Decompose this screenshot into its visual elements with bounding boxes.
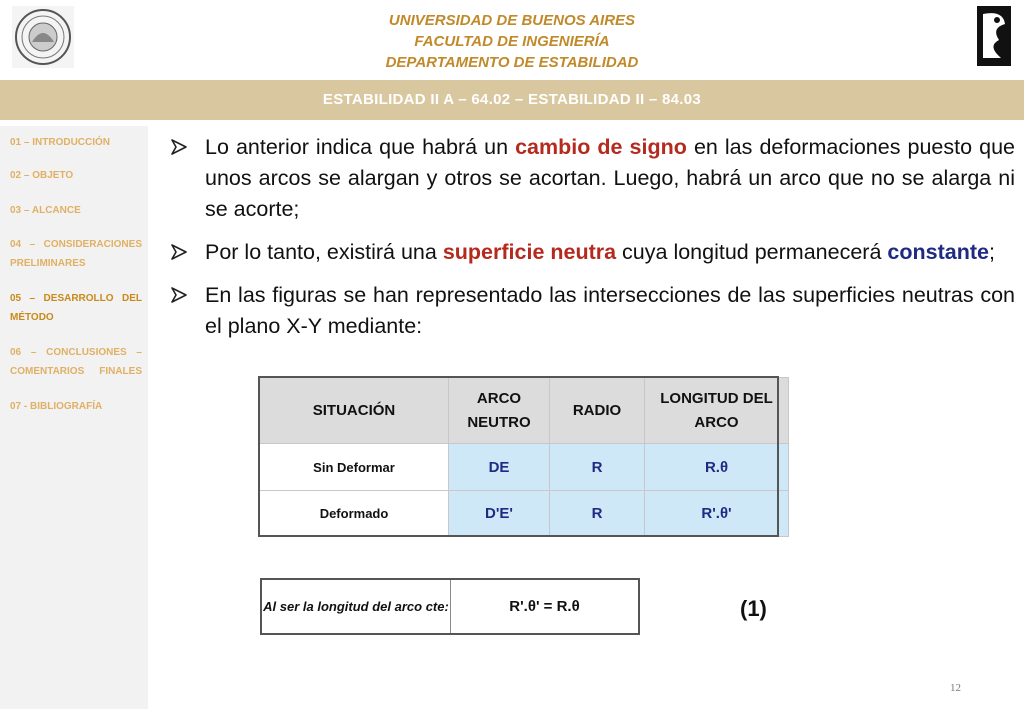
course-title: ESTABILIDAD II A – 64.02 – ESTABILIDAD II – 84.03: [322, 91, 702, 108]
sidebar-item-bibliografia[interactable]: 07 - BIBLIOGRAFÍA: [10, 401, 103, 412]
bullet-1-highlight: cambio de signo: [515, 135, 687, 159]
equation-label: Al ser la longitud del arco cte:: [261, 579, 451, 634]
arrow-bullet-icon: [170, 138, 188, 156]
sidebar-item-consideraciones[interactable]: 04 – CONSIDERACIONES PRELIMINARES: [10, 239, 142, 269]
faculty-logo-icon: [977, 6, 1011, 66]
faculty-name: FACULTAD DE INGENIERÍA: [414, 33, 610, 50]
cell-longitud: R.θ: [645, 444, 789, 491]
cell-radio: R: [550, 444, 645, 491]
header-arco-neutro: ARCO NEUTRO: [449, 378, 550, 444]
bullet-2-highlight: superficie neutra: [442, 240, 617, 264]
cell-arco: DE: [449, 444, 550, 491]
equation-number: (1): [740, 596, 767, 621]
sidebar-item-desarrollo[interactable]: 05 – DESARROLLO DEL MÉTODO: [10, 293, 142, 323]
header-longitud: LONGITUD DEL ARCO: [645, 378, 789, 444]
sidebar-item-objeto[interactable]: 02 – OBJETO: [10, 170, 74, 181]
equation-box: [260, 578, 640, 635]
bullet-1: [170, 132, 1015, 225]
bullet-2-text-end: ;: [988, 240, 995, 264]
arrow-bullet-icon: [170, 243, 188, 261]
bullet-list: [170, 132, 1015, 354]
sidebar-item-introduccion[interactable]: 01 – INTRODUCCIÓN: [10, 137, 111, 148]
sidebar-item-alcance[interactable]: 03 – ALCANCE: [10, 205, 81, 216]
sidebar-item-conclusiones[interactable]: 06 – CONCLUSIONES – COMENTARIOS FINALES: [10, 347, 142, 377]
header-situacion: SITUACIÓN: [260, 378, 449, 444]
bullet-3-text: En las figuras se han representado las intersecciones de las superficies neutras con el plano X-Y mediante:: [205, 283, 1015, 338]
bullet-1-text-start: Lo anterior indica que habrá un: [205, 135, 516, 159]
arrow-bullet-icon: [170, 286, 188, 304]
arc-table: [259, 377, 789, 537]
university-name: UNIVERSIDAD DE BUENOS AIRES: [388, 12, 636, 29]
header-radio: RADIO: [550, 378, 645, 444]
equation-value: R'.θ' = R.θ: [451, 579, 640, 634]
table-row: [260, 491, 789, 537]
bullet-3: [170, 280, 1015, 342]
bullet-2-text-mid: cuya longitud permanecerá: [616, 240, 888, 264]
bullet-2-text-start: Por lo tanto, existirá una: [205, 240, 443, 264]
table-row: [260, 444, 789, 491]
cell-situacion: Deformado: [260, 491, 449, 537]
department-name: DEPARTAMENTO DE ESTABILIDAD: [385, 54, 639, 71]
university-seal-icon: [12, 6, 74, 68]
cell-longitud: R'.θ': [645, 491, 789, 537]
bullet-1-text-end: en las deformaciones puesto que unos arcos se alargan y otros se acortan. Luego, habrá un arco que no se alarga ni se acorte;: [205, 135, 1015, 221]
cell-situacion: Sin Deformar: [260, 444, 449, 491]
page-number: 12: [950, 682, 961, 694]
cell-radio: R: [550, 491, 645, 537]
bullet-2-highlight-constante: constante: [887, 240, 989, 264]
cell-arco: D'E': [449, 491, 550, 537]
bullet-2: [170, 237, 1015, 268]
header: [0, 0, 1024, 80]
